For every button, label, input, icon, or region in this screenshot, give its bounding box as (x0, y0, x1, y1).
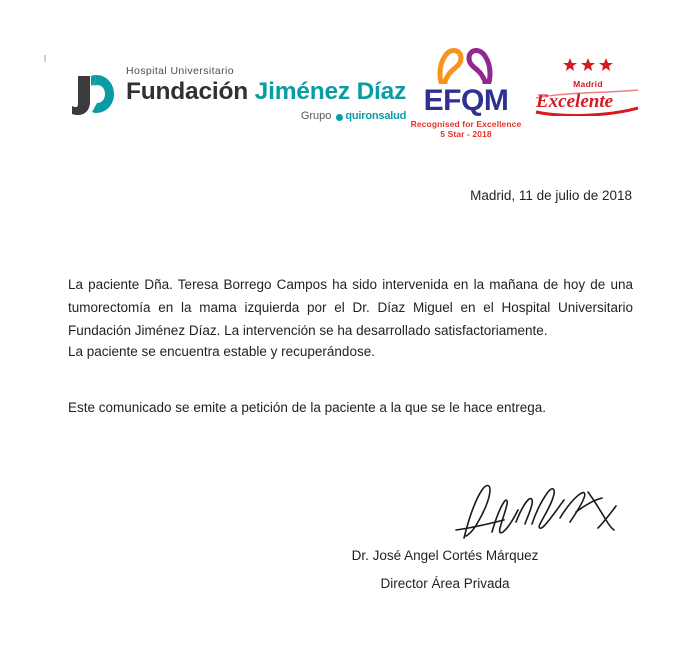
efqm-wordmark: EFQM (423, 84, 509, 117)
efqm-subline-2: 5 Star - 2018 (440, 129, 492, 139)
quironsalud-wordmark: quironsalud (345, 110, 407, 122)
paragraph-3: Este comunicado se emite a petición de la paciente a la que se le hace entrega. (68, 400, 547, 415)
fjd-main-line (126, 77, 407, 105)
signature-title: Director Área Privada (380, 576, 510, 591)
fjd-group-line (301, 111, 406, 122)
fjd-word-jimenezdiaz: Jiménez Díaz (254, 77, 407, 105)
fjd-logo (72, 66, 406, 122)
quironsalud-dot-icon (336, 114, 343, 121)
paragraph-1: La paciente Dña. Teresa Borrego Campos ha sido intervenida en la mañana de hoy de una tumorectomía en la mama izquierda por el Dr. Díaz Miguel en el Hospital Universitario Fundación Jiménez Díaz. La intervención se ha desarrollado satisfactoriamente. (68, 277, 633, 339)
letterhead (0, 48, 700, 138)
fjd-word-fundacion: Fundación (126, 77, 255, 105)
fjd-logo-text (126, 66, 406, 122)
efqm-ribbon-icon (408, 48, 524, 84)
fjd-jd-monogram-icon (72, 72, 118, 120)
madrid-excelente-text: Excelente (536, 90, 614, 112)
date-line: Madrid, 11 de julio de 2018 (470, 188, 632, 203)
fjd-group-label: Grupo (300, 110, 332, 122)
madrid-excelente-wordmark (533, 88, 643, 116)
madrid-excelente-logo (533, 58, 643, 116)
efqm-logo (408, 48, 524, 139)
efqm-subline-1: Recognised for Excellence (410, 119, 522, 129)
fjd-top-line: Hospital Universitario (126, 65, 235, 77)
madrid-word-top: Madrid (573, 79, 603, 89)
paragraph-2: La paciente se encuentra estable y recuperándose. (68, 344, 375, 359)
madrid-stars-icon (533, 58, 643, 80)
signature-name: Dr. José Angel Cortés Márquez (351, 548, 539, 563)
handwritten-signature-icon (448, 478, 623, 544)
